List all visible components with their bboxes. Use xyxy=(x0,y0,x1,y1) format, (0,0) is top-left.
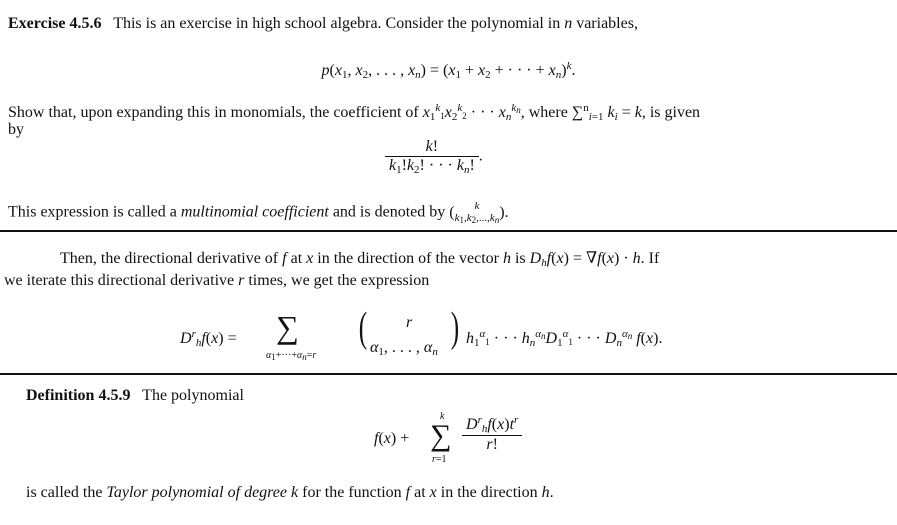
definition-heading-line xyxy=(26,386,244,406)
exercise-term: multinomial coefficient xyxy=(180,203,329,221)
polynomial-equation: $p(x_1$, $x_2$, . . . , $x_n) = (x_1 + x_2$ + · · · + $x_n)^k$. xyxy=(321,60,576,81)
definition-term: Taylor polynomial of degree xyxy=(106,484,287,501)
section-divider-bottom xyxy=(0,373,897,375)
iterated-derivative-formula: $D^r_hf(x)$ = ∑ α1+···+αn=r ( r $\alpha_1$, . . . , $\alpha_n$ ) $h_1^\alpha 1$ · · · $h_n^{\alpha n}D_1^\alpha 1$ · · · $D_n^{\alpha n}$ f(x). xyxy=(180,305,663,362)
section-divider-top xyxy=(0,230,897,232)
derivative-text-1c: in the direction of the vector xyxy=(317,250,499,267)
exercise-called-line xyxy=(8,200,509,226)
derivative-formula: $D_hf(x) = \nabla f(x) \cdot h$. xyxy=(529,250,645,269)
derivative-text-1d: is xyxy=(514,250,526,267)
derivative-text-2a: we iterate this directional derivative xyxy=(4,272,235,289)
derivative-text-1a: Then, the directional derivative of xyxy=(60,250,279,267)
definition-called-a: is called the xyxy=(26,484,103,501)
definition-called-line: is called the Taylor polynomial of degree k for the function f at x in the direction h. xyxy=(26,484,554,501)
derivative-text-2b: times, we get the expression xyxy=(248,272,430,289)
derivative-line-2: we iterate this directional derivative r times, we get the expression xyxy=(4,272,430,289)
exercise-intro-end: variables, xyxy=(576,15,638,32)
exercise-heading-line xyxy=(8,14,638,34)
multinomial-fraction: $\frac{k!}{k_1!k_2! \cdot \cdot \cdot k_n!}$ . xyxy=(385,138,483,176)
derivative-text-1b: at xyxy=(290,250,303,267)
taylor-polynomial-formula: f(x) + k ∑ r=1 $\frac{D^r_hf(x)t^r}{r!}$ xyxy=(374,408,554,472)
exercise-label: Exercise 4.5.6 xyxy=(8,15,102,32)
exercise-show-that: Show that, upon expanding this in monomials, the coefficient of xyxy=(8,104,419,121)
exercise-called: This expression is called a xyxy=(8,203,177,221)
monomial-expression: $x_1^k1x_2^k2$ · · · $x_n^{kn}$ xyxy=(422,102,521,123)
definition-called-c: at xyxy=(414,484,426,501)
definition-called-d: in the direction xyxy=(440,484,538,501)
exercise-by: by xyxy=(8,121,24,138)
exercise-show-that-line xyxy=(8,98,700,127)
binomial-notation: ( k k1,k2,...,kn). xyxy=(449,200,509,225)
derivative-line-1: Then, the directional derivative of f at x in the direction of the vector h is $D_hf(x) = \nabla f(x) \cdot h$. If xyxy=(60,250,660,269)
definition-called-b: for the function xyxy=(302,484,402,501)
definition-label: Definition 4.5.9 xyxy=(26,387,131,404)
exercise-is-given: , is given xyxy=(641,104,701,121)
definition-text: The polynomial xyxy=(142,387,244,404)
derivative-text-1e: If xyxy=(648,250,660,267)
exercise-intro-var: n xyxy=(564,15,573,32)
exercise-where: , where xyxy=(520,104,568,121)
exercise-denoted: and is denoted by xyxy=(332,203,446,221)
sum-condition: ∑$^n_{i=1}$ $k_i = k$ xyxy=(571,102,642,123)
exercise-intro: This is an exercise in high school algebra. Consider the polynomial in xyxy=(113,15,561,32)
